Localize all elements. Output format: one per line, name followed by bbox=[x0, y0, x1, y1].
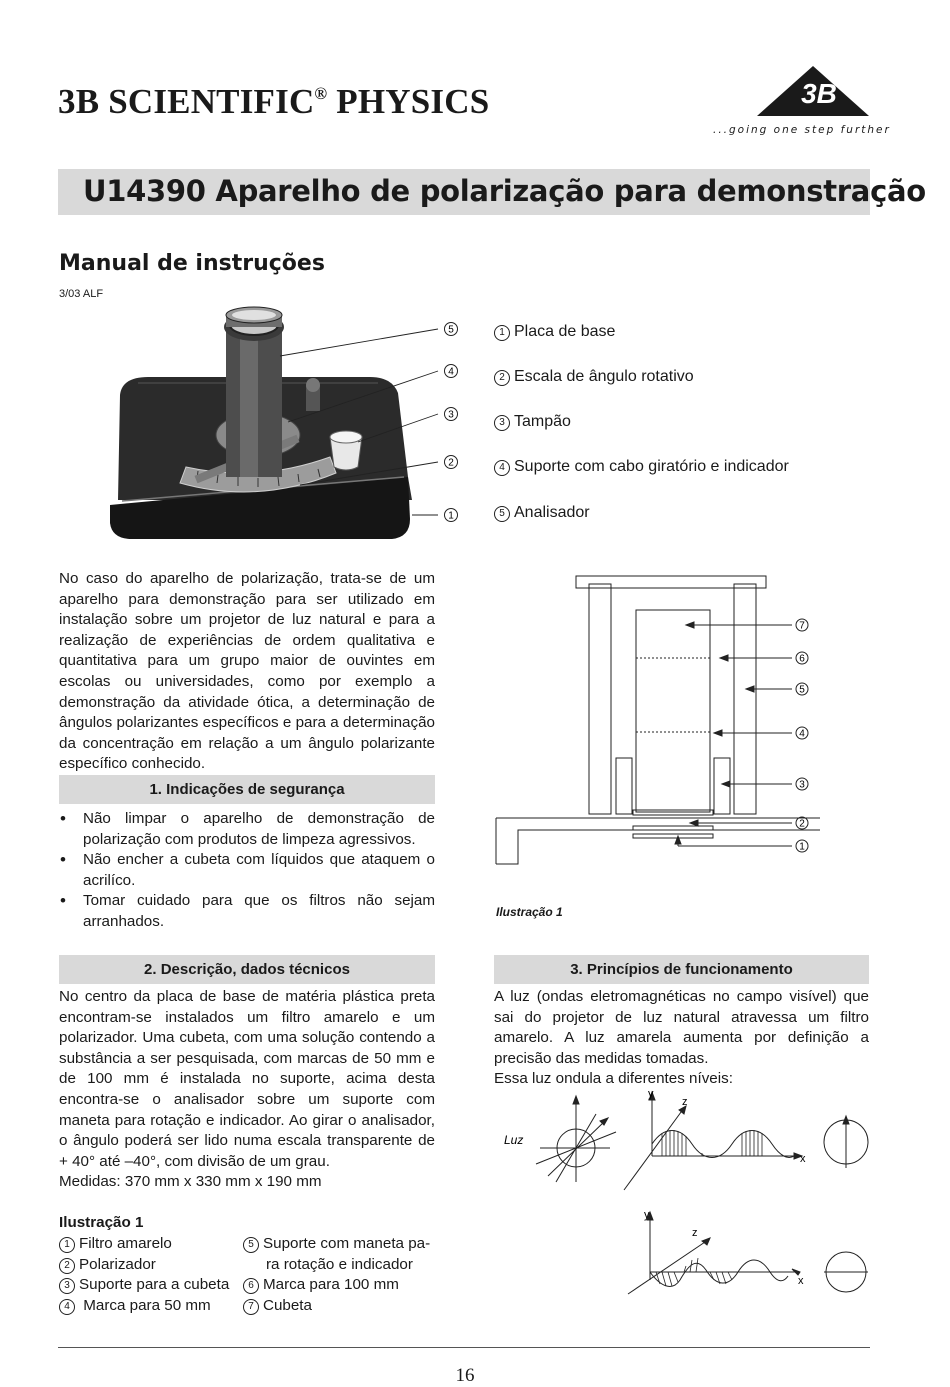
polarized-wave-diagram bbox=[620, 1206, 870, 1300]
diagram-callout-4: 4 bbox=[799, 728, 805, 740]
tagline: ...going one step further bbox=[713, 124, 891, 136]
section-2-heading: 2. Descrição, dados técnicos bbox=[59, 955, 435, 984]
illustration-legend-title: Ilustração 1 bbox=[59, 1214, 144, 1231]
safety-item: • Não encher a cubeta com líquidos que ataquem o acrilíco. bbox=[59, 850, 435, 891]
measures-text: Medidas: 370 mm x 330 mm x 190 mm bbox=[59, 1173, 322, 1191]
3b-logo bbox=[755, 62, 873, 118]
diagram-callout-7: 7 bbox=[799, 620, 805, 632]
photo-legend-item: 1 Placa de base bbox=[494, 323, 615, 341]
light-label: Luz bbox=[504, 1133, 524, 1147]
photo-legend-item: 4 Suporte com cabo giratório e indicador bbox=[494, 458, 789, 476]
callout-2: 2 bbox=[448, 457, 454, 469]
wave2-x-label: x bbox=[798, 1275, 804, 1287]
safety-item: • Não limpar o aparelho de demonstração de polarização com produtos de limpeza agressivos. bbox=[59, 809, 435, 850]
wave2-z-label: z bbox=[692, 1227, 698, 1239]
wave-y-label: y bbox=[648, 1088, 654, 1100]
principles-paragraph bbox=[494, 987, 869, 1090]
diagram-caption: Ilustração 1 bbox=[496, 905, 563, 919]
wave-z-label: z bbox=[682, 1096, 688, 1108]
safety-item: • Tomar cuidado para que os filtros não sejam arranhados. bbox=[59, 891, 435, 932]
legend-item: 1 Filtro amarelo bbox=[59, 1234, 229, 1255]
photo-callout-lines bbox=[260, 318, 470, 528]
section-3-heading: 3. Princípios de funcionamento bbox=[494, 955, 869, 984]
brand-suffix: PHYSICS bbox=[327, 82, 490, 121]
brand-name: 3B SCIENTIFIC bbox=[58, 82, 315, 121]
logo-text: 3B bbox=[801, 78, 837, 109]
footer-rule bbox=[58, 1347, 870, 1348]
callout-4: 4 bbox=[448, 366, 454, 378]
legend-item: 6 Marca para 100 mm bbox=[243, 1275, 430, 1296]
registered-mark: ® bbox=[314, 84, 328, 103]
legend-item: 7 Cubeta bbox=[243, 1296, 430, 1317]
photo-legend-item: 2 Escala de ângulo rotativo bbox=[494, 368, 694, 386]
section-1-heading: 1. Indicações de segurança bbox=[59, 775, 435, 804]
document-title: U14390 Aparelho de polarização para demonstração bbox=[83, 174, 926, 208]
legend-item: 4 Marca para 50 mm bbox=[59, 1296, 229, 1317]
callout-1: 1 bbox=[448, 510, 454, 522]
callout-3: 3 bbox=[448, 409, 454, 421]
callout-5: 5 bbox=[448, 324, 454, 336]
wave2-y-label: y bbox=[644, 1209, 650, 1221]
diagram-callout-3: 3 bbox=[799, 779, 805, 791]
legend-item: 3 Suporte para a cubeta bbox=[59, 1275, 229, 1296]
manual-subtitle: Manual de instruções bbox=[59, 251, 325, 276]
document-code: 3/03 ALF bbox=[59, 288, 104, 300]
diagram-callout-2: 2 bbox=[799, 818, 805, 830]
legend-item: ra rotação e indicador bbox=[266, 1255, 413, 1273]
light-wave-diagram bbox=[498, 1086, 873, 1194]
photo-legend-item: 3 Tampão bbox=[494, 413, 571, 431]
description-paragraph bbox=[59, 987, 435, 1193]
cross-section-diagram bbox=[490, 572, 820, 872]
diagram-callout-1: 1 bbox=[799, 841, 805, 853]
safety-list bbox=[59, 809, 435, 933]
description-text: No centro da placa de base de matéria plástica preta encontram-se instalados um filtro amarelo e um polarizador. Uma cubeta, com uma solução contendo a substância a ser pesquisada, com marcas de 50 mm e de 100 mm é instalada no suporte, acima desta encontra-se o analisador sobre um suporte com maneta para rotação e indicador. Ao girar o analisador, o ângulo poderá ser lido numa escala transparente de + 40° até –40°, com divisão de um grau. bbox=[59, 988, 435, 1170]
illustration-legend-col1 bbox=[59, 1234, 229, 1316]
illustration-legend-col2 bbox=[243, 1234, 430, 1316]
intro-paragraph: No caso do aparelho de polarização, trata-se de um aparelho para demonstração para ser utilizado em instalação sobre um projetor de luz natural e para a realização de experiências de ordem qualitativa e quantitativa para um grupo maior de ouvintes em escolas ou universidades, como por exemplo a demonstração da atividade ótica, a determinação de ângulos polarizantes específicos e para a determinação da concentração em relação a um ângulo polarizante específico conhecido. bbox=[59, 570, 435, 773]
legend-item: 2 Polarizador bbox=[59, 1255, 229, 1276]
principles-text-2: Essa luz ondula a diferentes níveis: bbox=[494, 1070, 733, 1088]
principles-text: A luz (ondas eletromagnéticas no campo visível) que sai do projetor de luz natural atravessa um filtro amarelo. A luz amarela aumenta por definição a precisão das medidas tomadas. bbox=[494, 988, 869, 1067]
legend-item: 5 Suporte com maneta pa- bbox=[243, 1234, 430, 1255]
photo-legend-item: 5 Analisador bbox=[494, 504, 590, 522]
diagram-callout-6: 6 bbox=[799, 653, 805, 665]
diagram-callout-5: 5 bbox=[799, 684, 805, 696]
page-number: 16 bbox=[455, 1365, 475, 1386]
brand-title bbox=[58, 82, 489, 122]
wave-x-label: x bbox=[800, 1153, 806, 1165]
